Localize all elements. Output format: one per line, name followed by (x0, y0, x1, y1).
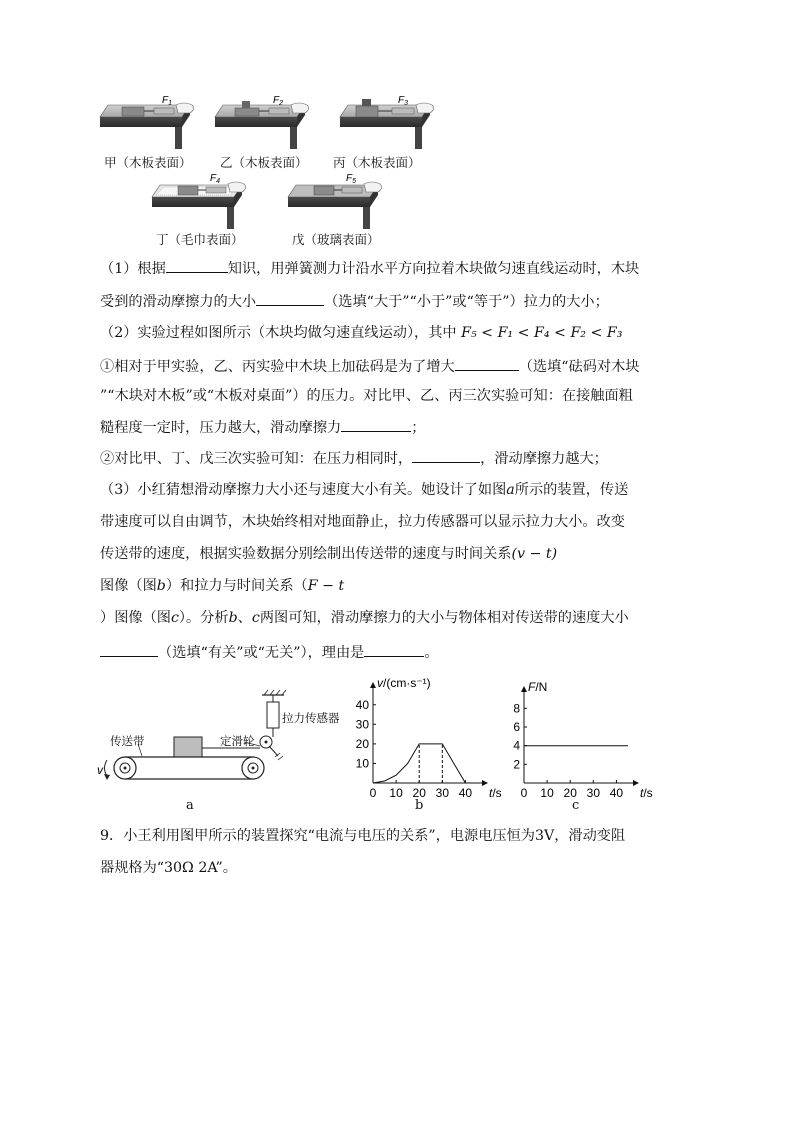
y-tick-label: 8 (513, 701, 520, 716)
x-tick-label: 20 (563, 786, 577, 800)
x-tick-label: 40 (609, 786, 624, 800)
q2-2-line: ②对比甲、丁、戊三次实验可知：在压力相同时， ，滑动摩擦力越大； (100, 447, 608, 469)
q3-line1: （3）小红猜想滑动摩擦力大小还与速度大小有关。她设计了如图a所示的装置，传送 (100, 482, 629, 498)
x-tick-label: 0 (520, 786, 528, 800)
force-label-f3: $F_3$ (398, 95, 409, 107)
wood-block (174, 737, 202, 757)
q1-line2: 受到的滑动摩擦力的大小 （选填“大于”“小于”或“等于”）拉力的大小； (100, 290, 609, 312)
force-label-f5: $F_5$ (346, 173, 357, 185)
y-tick-label: 6 (513, 720, 520, 734)
y-tick-label: 40 (355, 697, 369, 712)
caption-bing: 丙（木板表面） (333, 155, 421, 170)
chart-f-t (500, 670, 660, 805)
q2-1-line3: 糙程度一定时，压力越大，滑动摩擦力 ； (100, 416, 425, 438)
pulley-label: 定滑轮 (220, 734, 255, 748)
y-axis-label: F/N (528, 680, 548, 694)
x-tick-label: 30 (586, 786, 601, 800)
setup-ding (152, 173, 246, 229)
blank-q1-knowledge[interactable] (166, 257, 228, 273)
q2-line: （2）实验过程如图所示（木块均做匀速直线运动），其中 F₅ < F₁ < F₄ < F₂ < F₃ (100, 325, 623, 341)
caption-c: c (572, 798, 580, 813)
force-sensor (267, 702, 279, 728)
x-axis-label: t/s (489, 786, 502, 800)
caption-ding: 丁（毛巾表面） (156, 232, 244, 247)
friction-setups-figure (90, 95, 460, 250)
blank-q1-compare[interactable] (256, 290, 324, 306)
y-tick-label: 30 (355, 717, 369, 732)
q3-line5: ）图像（图c）。分析b、c两图可知，滑动摩擦力的大小与物体相对传送带的速度大小 (100, 610, 629, 626)
setup-wu (288, 173, 382, 229)
x-axis-label: t/s (640, 786, 653, 800)
y-tick-label: 2 (513, 757, 520, 772)
x-tick-label: 40 (458, 786, 473, 800)
caption-wu: 戊（玻璃表面） (292, 232, 380, 247)
x-tick-label: 10 (389, 786, 403, 800)
x-tick-label: 10 (540, 786, 554, 800)
x-tick-label: 30 (435, 786, 450, 800)
blank-q2-friction[interactable] (341, 416, 411, 432)
q9-line2: 器规格为“30Ω 2A”。 (100, 860, 237, 876)
blank-q3-reason[interactable] (364, 641, 424, 657)
caption-jia: 甲（木板表面） (104, 155, 192, 170)
setup-yi (215, 95, 309, 149)
q3-line4: 图像（图b）和拉力与时间关系（F − t (100, 578, 345, 594)
x-tick-label: 20 (412, 786, 426, 800)
q1-line1: （1）根据 知识，用弹簧测力计沿水平方向拉着木块做匀速直线运动时，木块 (100, 257, 639, 279)
q9-line1: 9．小王利用图甲所示的装置探究“电流与电压的关系”，电源电压恒为3V，滑动变阻 (100, 828, 626, 844)
blank-q3-related[interactable] (100, 641, 158, 657)
belt-label: 传送带 (110, 734, 145, 748)
q2-1-line2: ”“木块对木板”或“木板对桌面”）的压力。对比甲、乙、丙三次实验可知：在接触面粗 (100, 388, 633, 404)
x-tick-label: 0 (369, 786, 377, 800)
sensor-label: 拉力传感器 (282, 711, 340, 725)
blank-q2-pressure[interactable] (455, 355, 519, 371)
force-label-f4: $F_4$ (210, 173, 221, 185)
y-axis-label: v/(cm·s⁻¹) (377, 676, 431, 690)
q3-line2: 带速度可以自由调节，木块始终相对地面静止，拉力传感器可以显示拉力大小。改变 (100, 514, 625, 530)
q2-1-line1: ①相对于甲实验，乙、丙实验中木块上加砝码是为了增大 （选填“砝码对木块 (100, 355, 639, 377)
force-label-f1: $F_1$ (162, 95, 173, 107)
force-label-f2: $F_2$ (273, 95, 284, 107)
caption-a: a (186, 798, 194, 813)
force-inequality: F₅ < F₁ < F₄ < F₂ < F₃ (461, 325, 623, 341)
velocity-label: v (97, 763, 103, 777)
blank-q2-roughness[interactable] (412, 447, 480, 463)
caption-yi: 乙（木板表面） (220, 155, 308, 170)
setup-bing (340, 95, 434, 149)
y-tick-label: 20 (355, 736, 369, 751)
setup-jia (100, 95, 194, 149)
chart-v-t (345, 670, 502, 805)
caption-b: b (415, 798, 424, 813)
y-tick-label: 4 (513, 738, 520, 753)
q3-line6: （选填“有关”或“无关”），理由是 。 (100, 641, 439, 663)
q3-line3: 传送带的速度，根据实验数据分别绘制出传送带的速度与时间关系(v − t) (100, 546, 558, 562)
y-tick-label: 10 (355, 756, 369, 771)
